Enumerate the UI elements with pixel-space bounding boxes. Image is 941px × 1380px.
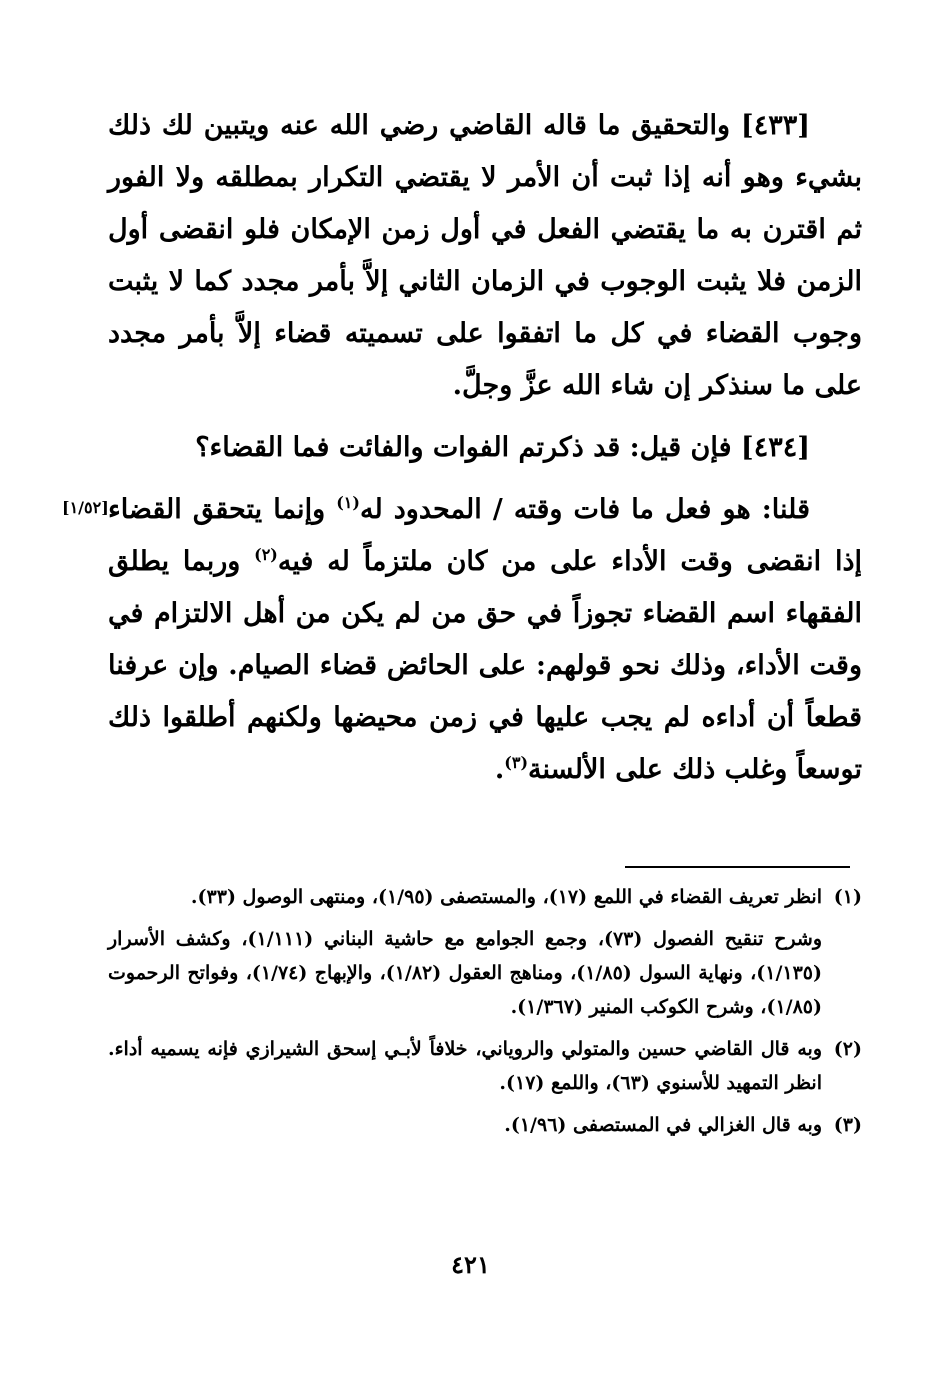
paragraph-number: [٤٣٣] <box>740 110 810 141</box>
footnote-separator <box>625 866 850 868</box>
main-text <box>108 100 862 796</box>
footnote-marker-2[interactable]: (٢) <box>254 545 278 564</box>
footnote-number: (١) <box>833 886 862 908</box>
footnote-body <box>108 1108 822 1142</box>
footnote-number: (٣) <box>833 1114 862 1136</box>
page-number: ٤٢١ <box>451 1250 490 1279</box>
footnote-1 <box>108 880 862 1024</box>
footnote-body <box>108 1032 822 1100</box>
footnote-marker-1[interactable]: (١) <box>336 493 360 512</box>
footnote-marker-3[interactable]: (٣) <box>504 753 529 772</box>
paragraph-text: والتحقيق ما قاله القاضي رضي الله عنه ويتبين لك ذلك بشيء وهو أنه إذا ثبت أن الأمر لا يقتضي التكرار بمطلقه ولا الفور ثم اقترن به ما يقتضي الفعل في أول زمن الإمكان فلو انقضى أول الزمن فلا يثبت الوجوب في الزمان الثاني إلاَّ بأمر مجدد كما لا يثبت وجوب القضاء في كل ما اتفقوا على تسميته قضاء إلاَّ بأمر مجدد على ما سنذكر إن شاء الله عزَّ وجلَّ. <box>108 110 862 401</box>
manuscript-folio-reference: [١/٥٢] <box>62 498 109 517</box>
footnote-body <box>108 880 822 1024</box>
footnote-line: وبه قال القاضي حسين والمتولي والروياني، خلافاً لأبـي إسحق الشيرازي فإنه يسميه أداء. انظر التمهيد للأسنوي (٦٣)، واللمع (١٧). <box>108 1038 822 1094</box>
answer-text-3: وربما يطلق الفقهاء اسم القضاء تجوزاً في حق من لم يكن من أهل الالتزام في وقت الأداء، وذلك نحو قولهم: على الحائض قضاء الصيام. وإن عرفنا قطعاً أن أداءه لم يجب عليها في زمن محيضها ولكنهم أطلقوا ذلك توسعاً وغلب ذلك على الألسنة <box>108 546 862 785</box>
answer-text-2: وإنما يتحقق القضاء إذا انقضى وقت الأداء على من كان ملتزماً له فيه <box>108 494 862 577</box>
answer-text-4: . <box>494 754 505 785</box>
footnote-number: (٢) <box>833 1038 862 1060</box>
paragraph-433 <box>108 100 862 412</box>
footnote-line: وبه قال الغزالي في المستصفى (١/٩٦). <box>504 1114 822 1136</box>
answer-text-1: قلنا: هو فعل ما فات وقته / المحدود له <box>359 494 810 525</box>
footnote-3 <box>108 1108 862 1142</box>
footnotes <box>108 880 862 1150</box>
paragraph-434 <box>108 422 862 474</box>
footnote-line: انظر تعريف القضاء في اللمع (١٧)، والمستصفى (١/٩٥)، ومنتهى الوصول (٣٣). <box>190 886 822 908</box>
answer-paragraph <box>108 484 862 796</box>
paragraph-number: [٤٣٤] <box>740 432 810 463</box>
paragraph-text: فإن قيل: قد ذكرتم الفوات والفائت فما القضاء؟ <box>195 432 732 463</box>
footnote-line: وشرح تنقيح الفصول (٧٣)، وجمع الجوامع مع حاشية البناني (١/١١١)، وكشف الأسرار (١/١٣٥)، ونهاية السول (١/٨٥)، ومناهج العقول (١/٨٢)، والإبهاج (١/٧٤)، وفواتح الرحموت (١/٨٥)، وشرح الكوكب المنير (١/٣٦٧). <box>108 928 822 1018</box>
footnote-2 <box>108 1032 862 1100</box>
